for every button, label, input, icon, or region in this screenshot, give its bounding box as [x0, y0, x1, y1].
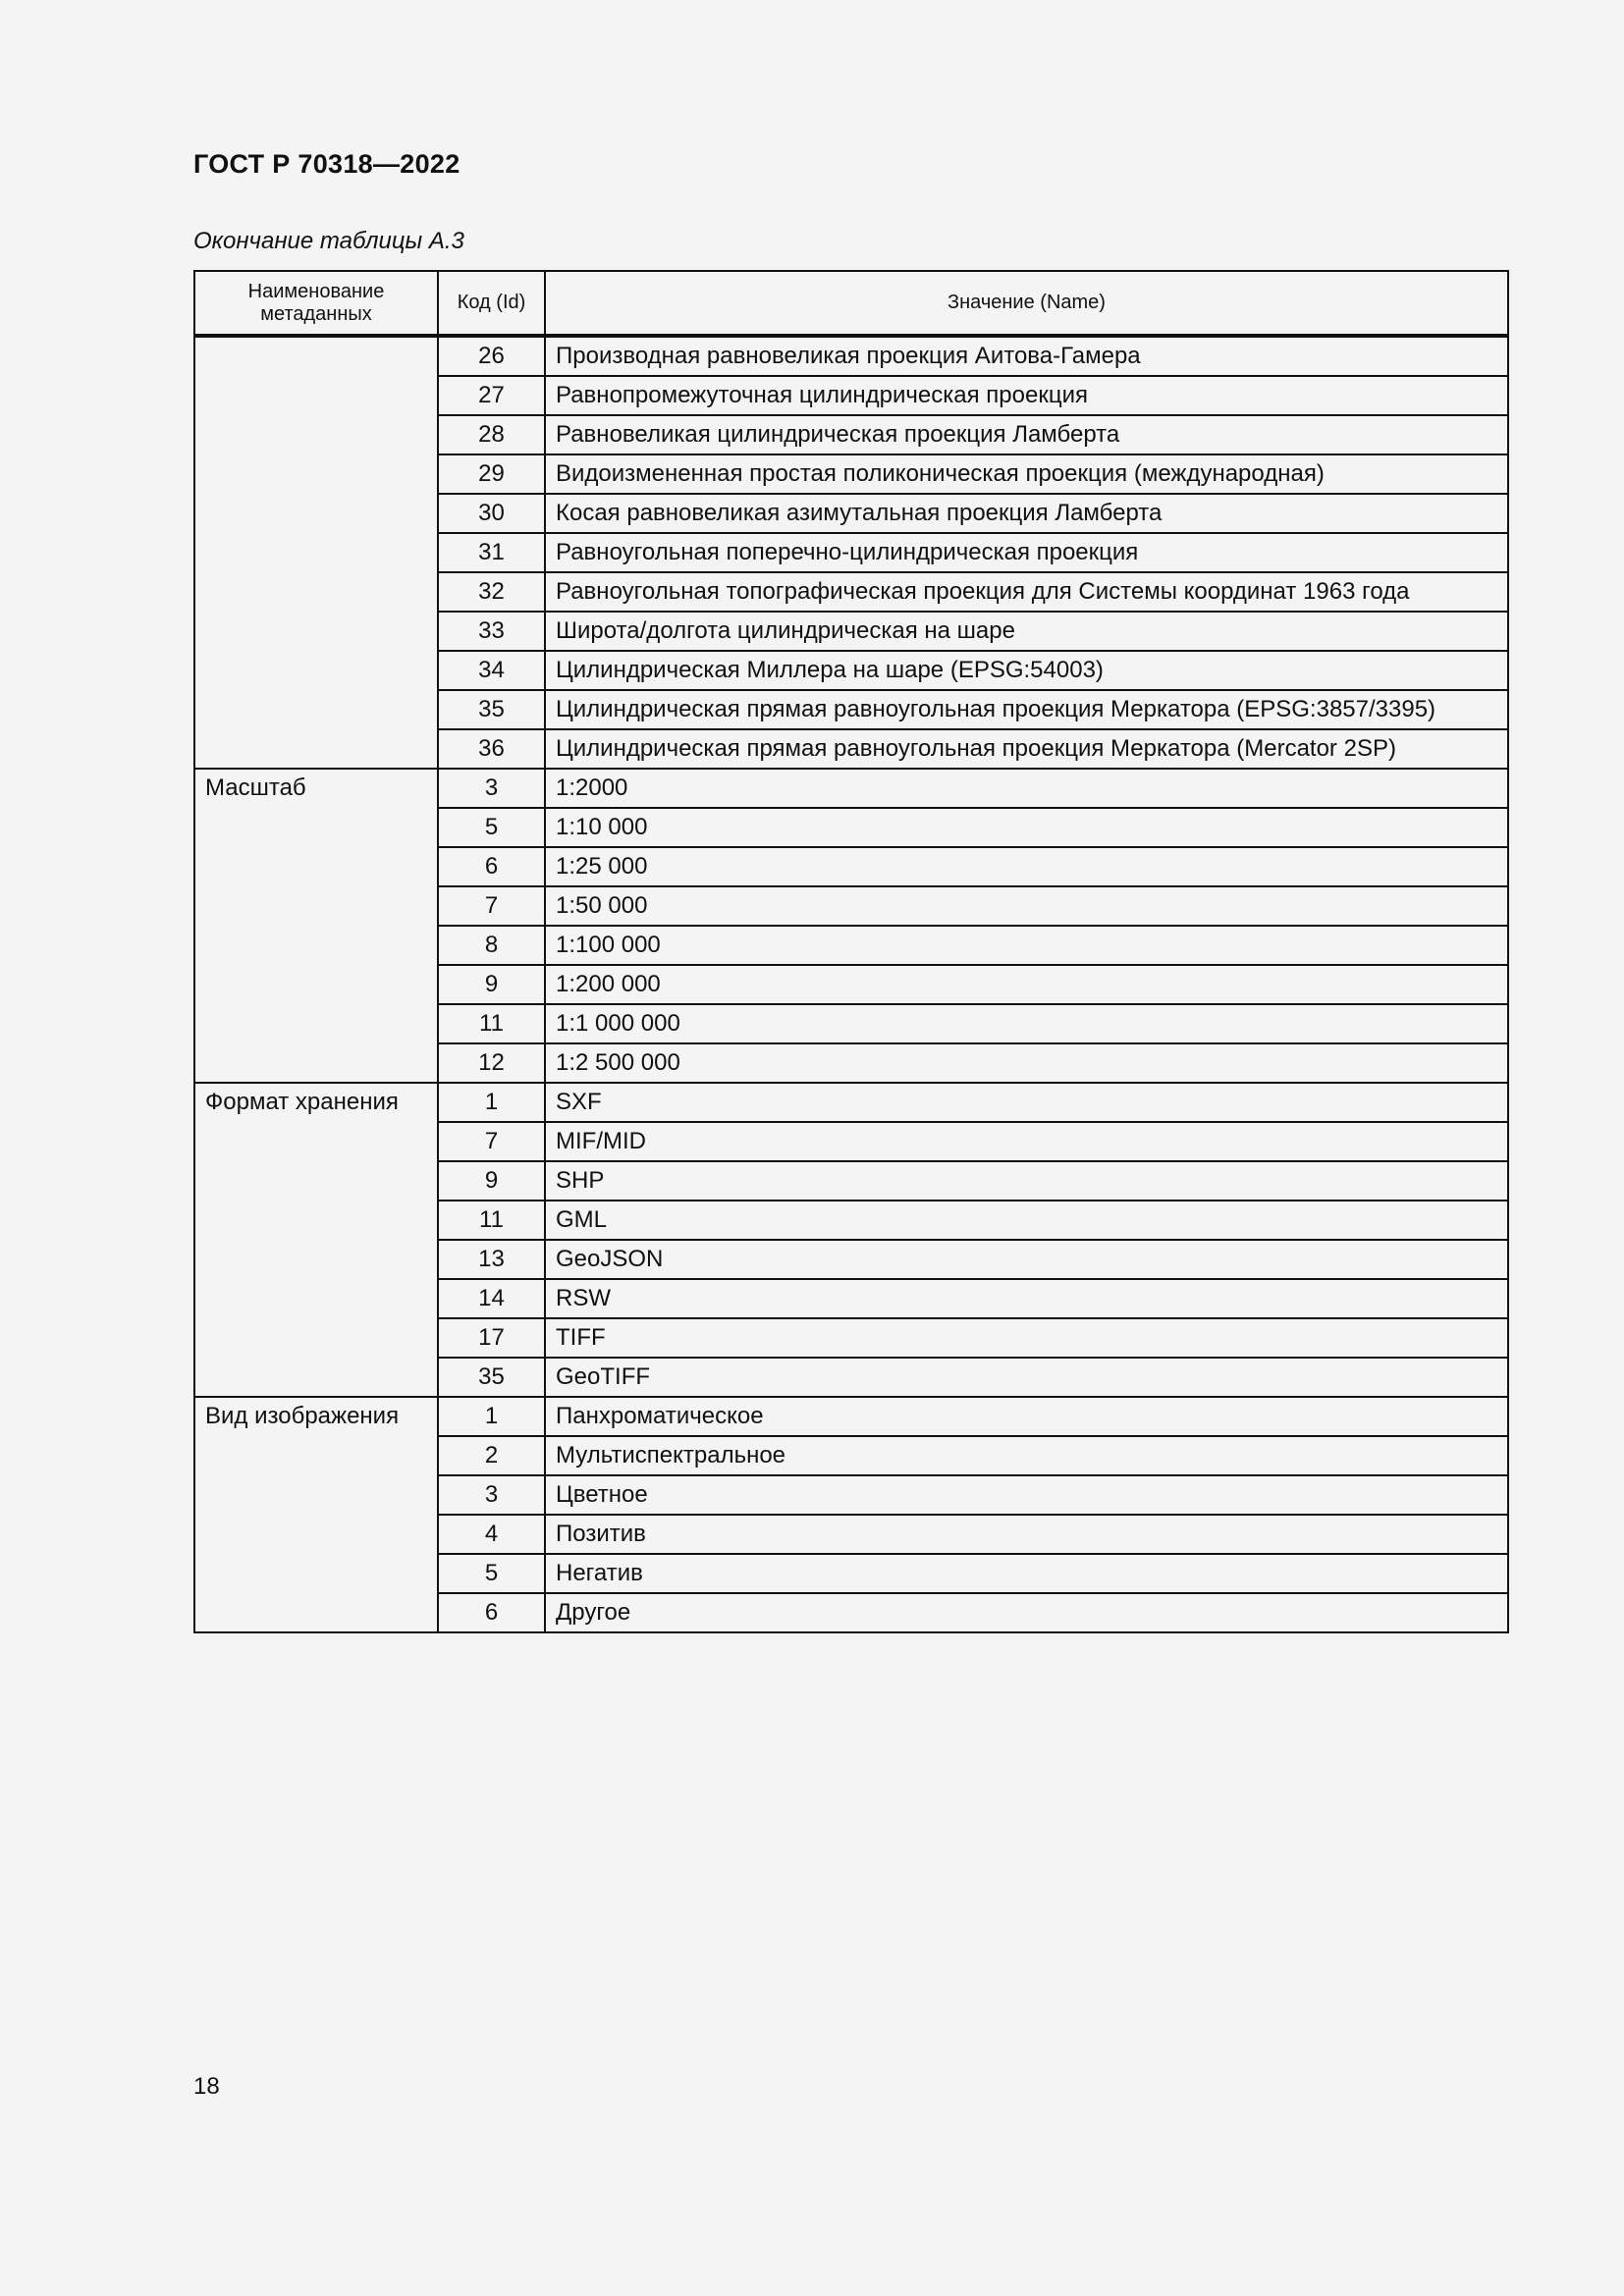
- code-cell: 13: [438, 1240, 545, 1279]
- code-cell: 6: [438, 1593, 545, 1632]
- metadata-table: [193, 270, 1509, 1633]
- value-cell: SXF: [545, 1083, 1508, 1122]
- value-cell: Видоизмененная простая поликоническая проекция (международная): [545, 454, 1508, 494]
- value-cell: Широта/долгота цилиндрическая на шаре: [545, 612, 1508, 651]
- metadata-group-name: [194, 336, 438, 769]
- code-cell: 7: [438, 886, 545, 926]
- table-row: [194, 336, 1508, 376]
- code-cell: 5: [438, 808, 545, 847]
- value-cell: Негатив: [545, 1554, 1508, 1593]
- table-header-row: [194, 271, 1508, 336]
- page-number: 18: [193, 2073, 220, 2100]
- value-cell: 1:200 000: [545, 965, 1508, 1004]
- value-cell: Цветное: [545, 1475, 1508, 1515]
- value-cell: RSW: [545, 1279, 1508, 1318]
- code-cell: 31: [438, 533, 545, 572]
- code-cell: 17: [438, 1318, 545, 1358]
- value-cell: Панхроматическое: [545, 1397, 1508, 1436]
- value-cell: Другое: [545, 1593, 1508, 1632]
- value-cell: Равновеликая цилиндрическая проекция Ламберта: [545, 415, 1508, 454]
- code-cell: 35: [438, 690, 545, 729]
- code-cell: 12: [438, 1043, 545, 1083]
- value-cell: TIFF: [545, 1318, 1508, 1358]
- metadata-group-name: Масштаб: [194, 769, 438, 1083]
- code-cell: 28: [438, 415, 545, 454]
- code-cell: 34: [438, 651, 545, 690]
- value-cell: 1:50 000: [545, 886, 1508, 926]
- value-cell: 1:100 000: [545, 926, 1508, 965]
- code-cell: 14: [438, 1279, 545, 1318]
- value-cell: Позитив: [545, 1515, 1508, 1554]
- column-header-metadata-name: Наименование метаданных: [194, 271, 438, 336]
- code-cell: 3: [438, 1475, 545, 1515]
- code-cell: 27: [438, 376, 545, 415]
- code-cell: 4: [438, 1515, 545, 1554]
- code-cell: 2: [438, 1436, 545, 1475]
- table-row: [194, 769, 1508, 808]
- value-cell: 1:2 500 000: [545, 1043, 1508, 1083]
- table-body: [194, 336, 1508, 1632]
- code-cell: 8: [438, 926, 545, 965]
- code-cell: 5: [438, 1554, 545, 1593]
- value-cell: 1:10 000: [545, 808, 1508, 847]
- metadata-group-name: Формат хранения: [194, 1083, 438, 1397]
- table-row: [194, 1397, 1508, 1436]
- code-cell: 3: [438, 769, 545, 808]
- metadata-group-name: Вид изображения: [194, 1397, 438, 1632]
- code-cell: 1: [438, 1083, 545, 1122]
- code-cell: 35: [438, 1358, 545, 1397]
- value-cell: GeoTIFF: [545, 1358, 1508, 1397]
- document-id: ГОСТ Р 70318—2022: [193, 149, 460, 179]
- code-cell: 1: [438, 1397, 545, 1436]
- code-cell: 32: [438, 572, 545, 612]
- value-cell: Цилиндрическая Миллера на шаре (EPSG:54003): [545, 651, 1508, 690]
- code-cell: 29: [438, 454, 545, 494]
- code-cell: 11: [438, 1201, 545, 1240]
- value-cell: GeoJSON: [545, 1240, 1508, 1279]
- value-cell: MIF/MID: [545, 1122, 1508, 1161]
- column-header-code: Код (Id): [438, 271, 545, 336]
- value-cell: 1:25 000: [545, 847, 1508, 886]
- value-cell: Косая равновеликая азимутальная проекция Ламберта: [545, 494, 1508, 533]
- value-cell: GML: [545, 1201, 1508, 1240]
- value-cell: Равнопромежуточная цилиндрическая проекция: [545, 376, 1508, 415]
- value-cell: 1:2000: [545, 769, 1508, 808]
- code-cell: 9: [438, 965, 545, 1004]
- value-cell: SHP: [545, 1161, 1508, 1201]
- code-cell: 36: [438, 729, 545, 769]
- code-cell: 7: [438, 1122, 545, 1161]
- value-cell: 1:1 000 000: [545, 1004, 1508, 1043]
- value-cell: Равноугольная поперечно-цилиндрическая проекция: [545, 533, 1508, 572]
- value-cell: Цилиндрическая прямая равноугольная проекция Меркатора (EPSG:3857/3395): [545, 690, 1508, 729]
- value-cell: Производная равновеликая проекция Аитова-Гамера: [545, 336, 1508, 376]
- value-cell: Равноугольная топографическая проекция для Системы координат 1963 года: [545, 572, 1508, 612]
- column-header-value: Значение (Name): [545, 271, 1508, 336]
- code-cell: 9: [438, 1161, 545, 1201]
- code-cell: 26: [438, 336, 545, 376]
- value-cell: Мультиспектральное: [545, 1436, 1508, 1475]
- code-cell: 6: [438, 847, 545, 886]
- code-cell: 33: [438, 612, 545, 651]
- code-cell: 11: [438, 1004, 545, 1043]
- table-caption: Окончание таблицы А.3: [193, 228, 464, 254]
- table-row: [194, 1083, 1508, 1122]
- code-cell: 30: [438, 494, 545, 533]
- value-cell: Цилиндрическая прямая равноугольная проекция Меркатора (Mercator 2SP): [545, 729, 1508, 769]
